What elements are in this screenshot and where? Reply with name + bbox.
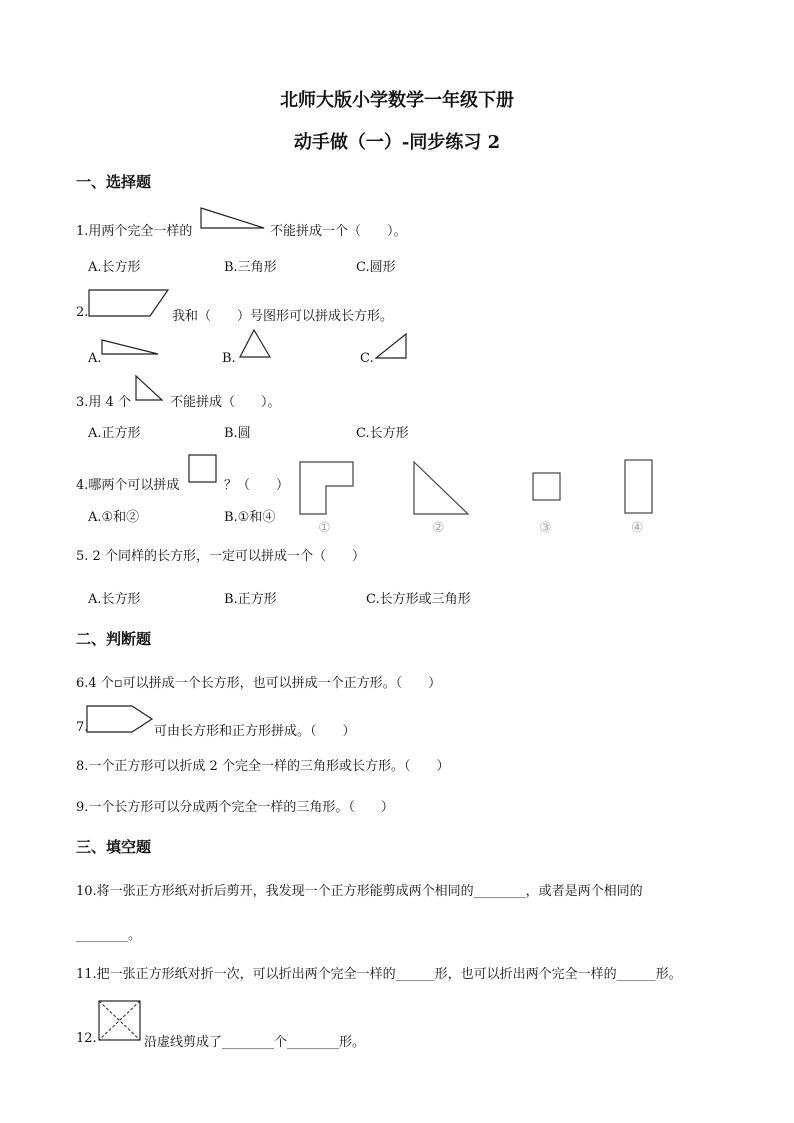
question-3-option-c: C.长方形 bbox=[356, 426, 409, 441]
trapezoid-figure bbox=[88, 288, 170, 318]
question-4-suffix: ？（ ） bbox=[224, 478, 290, 493]
pentagon-arrow-figure bbox=[86, 704, 154, 734]
option-b-triangle-figure bbox=[238, 328, 272, 360]
figure-4-tall-rectangle bbox=[624, 459, 654, 515]
page-title: 北师大版小学数学一年级下册 bbox=[280, 90, 514, 111]
figure-3-label: ③ bbox=[539, 520, 552, 536]
question-1-option-b: B.三角形 bbox=[224, 260, 277, 275]
question-11-text: 11.把一张正方形纸对折一次，可以折出两个完全一样的______形，也可以折出两个完全一样的______形。 bbox=[76, 967, 682, 982]
right-triangle-figure bbox=[134, 374, 164, 402]
small-square-figure bbox=[188, 454, 218, 484]
question-2-suffix: 我和（ ）号图形可以拼成长方形。 bbox=[172, 309, 394, 324]
section-heading-judge: 二、判断题 bbox=[76, 630, 152, 648]
question-2-prefix: 2. bbox=[76, 305, 89, 320]
question-3-option-a: A.正方形 bbox=[88, 426, 141, 441]
section-heading-choice: 一、选择题 bbox=[76, 173, 152, 191]
question-7-suffix: 可由长方形和正方形拼成。（ ） bbox=[154, 724, 356, 739]
question-3-suffix: 不能拼成（ ）。 bbox=[170, 395, 281, 410]
option-c-triangle-figure bbox=[374, 332, 408, 360]
question-12-suffix: 沿虚线剪成了________个________形。 bbox=[144, 1035, 366, 1050]
question-12-prefix: 12. bbox=[76, 1031, 97, 1046]
figure-2-label: ② bbox=[432, 520, 445, 536]
question-5-option-c: C.长方形或三角形 bbox=[366, 592, 471, 607]
question-1-option-a: A.长方形 bbox=[88, 260, 141, 275]
section-heading-fill: 三、填空题 bbox=[76, 838, 152, 856]
question-3-prefix: 3.用 4 个 bbox=[76, 395, 131, 410]
figure-2-triangle bbox=[412, 460, 470, 516]
question-9-text: 9.一个长方形可以分成两个完全一样的三角形。（ ） bbox=[76, 800, 394, 815]
question-5-text: 5. 2 个同样的长方形，一定可以拼成一个（ ） bbox=[76, 549, 365, 564]
question-2-option-a: A. bbox=[88, 351, 102, 366]
question-6-text: 6.4 个▫可以拼成一个长方形，也可以拼成一个正方形。（ ） bbox=[76, 676, 442, 691]
figure-3-square bbox=[532, 472, 562, 502]
option-a-triangle-figure bbox=[100, 338, 160, 358]
page-subtitle: 动手做（一）-同步练习 2 bbox=[293, 132, 501, 153]
question-2-option-b: B. bbox=[222, 351, 236, 366]
question-7-prefix: 7. bbox=[76, 720, 89, 735]
question-1-option-c: C.圆形 bbox=[356, 260, 396, 275]
question-4-option-b: B.①和④ bbox=[224, 510, 276, 525]
question-1-suffix: 不能拼成一个（ ）。 bbox=[270, 224, 407, 239]
figure-1-l-shape bbox=[298, 460, 356, 516]
thin-triangle-figure bbox=[200, 206, 266, 230]
question-10-line-1: 10.将一张正方形纸对折后剪开，我发现一个正方形能剪成两个相同的________，或者是两个相同的 bbox=[76, 884, 643, 899]
question-4-option-a: A.①和② bbox=[88, 510, 140, 525]
question-3-option-b: B.圆 bbox=[224, 426, 251, 441]
figure-1-label: ① bbox=[318, 520, 331, 536]
question-8-text: 8.一个正方形可以折成 2 个完全一样的三角形或长方形。（ ） bbox=[76, 759, 450, 774]
question-2-option-c: C. bbox=[360, 351, 374, 366]
question-4-prefix: 4.哪两个可以拼成 bbox=[76, 478, 180, 493]
question-5-option-b: B.正方形 bbox=[224, 592, 277, 607]
square-dashed-diagonals-figure bbox=[98, 1000, 142, 1042]
question-1-prefix: 1.用两个完全一样的 bbox=[76, 224, 193, 239]
question-5-option-a: A.长方形 bbox=[88, 592, 141, 607]
question-10-line-2: ________。 bbox=[76, 928, 142, 943]
figure-4-label: ④ bbox=[631, 520, 644, 536]
